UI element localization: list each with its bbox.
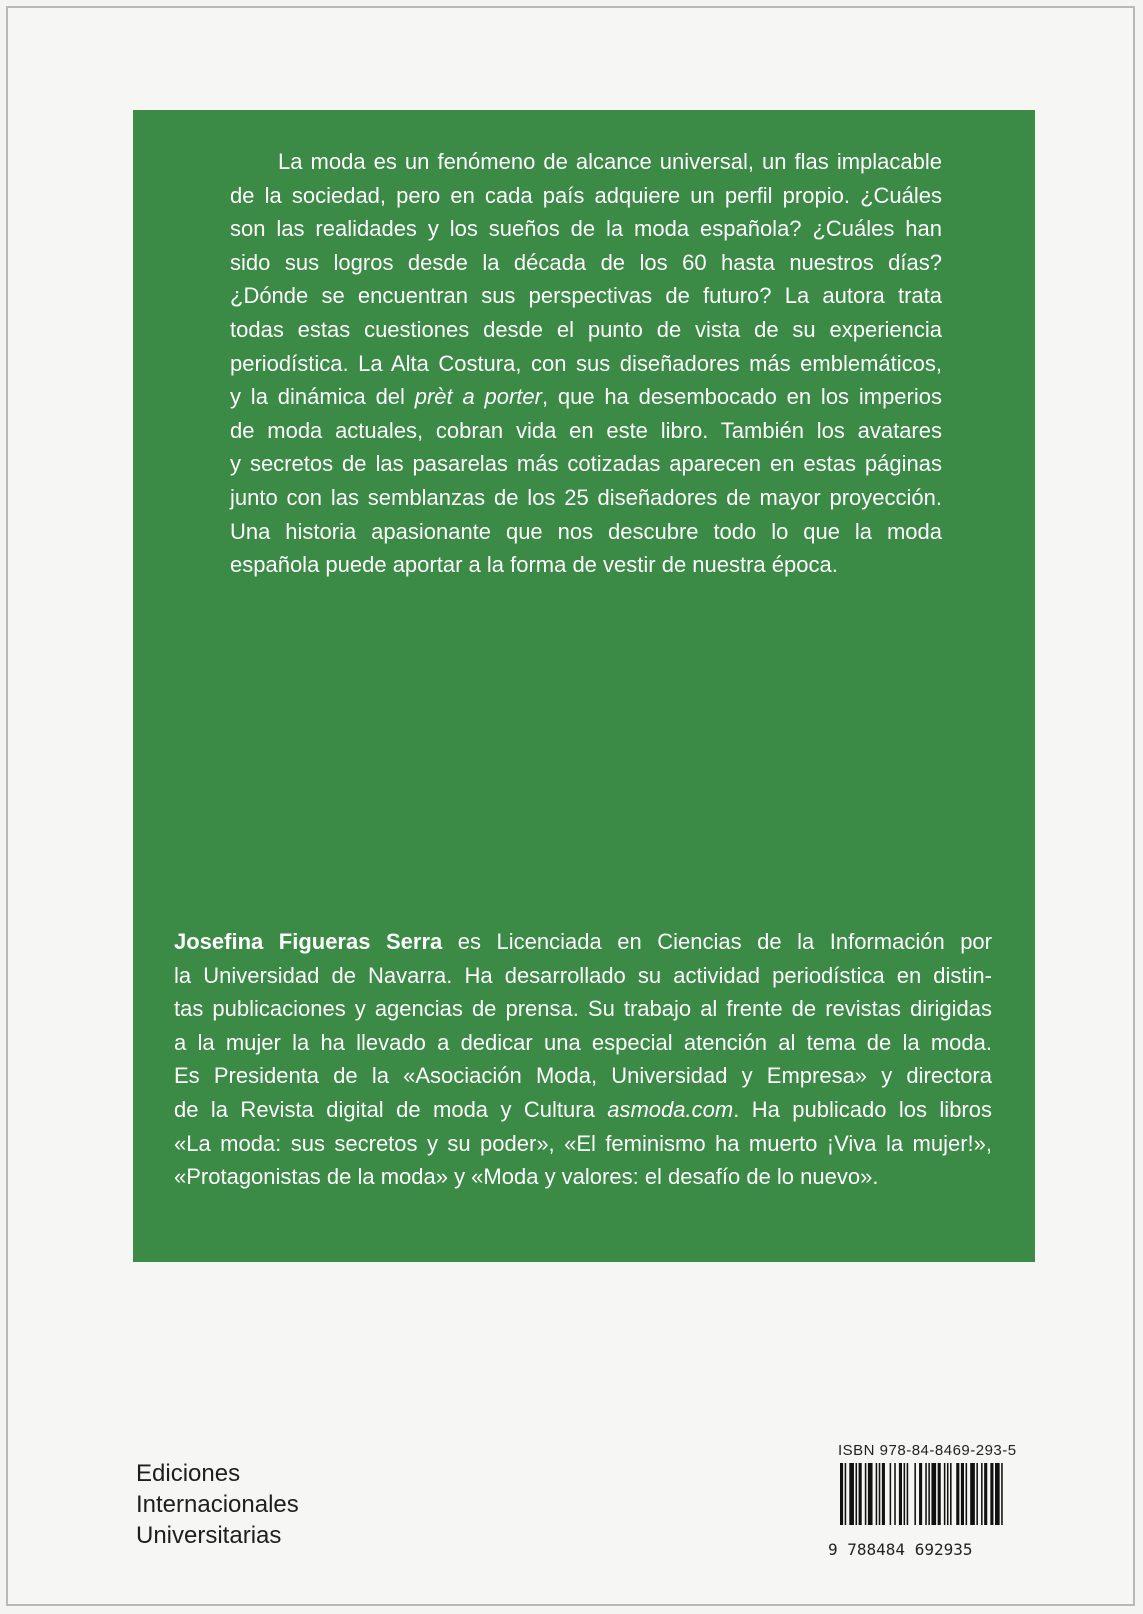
barcode-bar <box>947 1463 949 1525</box>
barcode-bar <box>950 1463 952 1525</box>
author-name: Josefina Figueras Serra <box>174 929 443 954</box>
bio-text: de la Revista digital de moda y Cultura <box>174 1096 608 1122</box>
barcode-bar <box>956 1463 959 1525</box>
bio-line-mixed <box>174 1093 992 1127</box>
barcode-bar <box>904 1463 906 1525</box>
barcode-bar <box>907 1463 909 1525</box>
barcode-bar <box>868 1463 873 1525</box>
barcode-bar <box>894 1463 896 1525</box>
barcode-bar <box>928 1463 930 1525</box>
isbn-barcode-block <box>828 1442 1017 1559</box>
barcode-bar <box>849 1463 854 1525</box>
synopsis-paragraph <box>230 145 942 582</box>
barcode-bar <box>1001 1463 1003 1525</box>
bio-line: tas publicaciones y agencias de prensa. Su trabajo al frente de revistas dirigidas <box>174 996 992 1022</box>
synopsis-italic-term: prèt a porter <box>414 384 542 410</box>
barcode-bar <box>931 1463 936 1525</box>
publisher-line: Ediciones <box>136 1460 241 1487</box>
barcode-bar <box>859 1463 862 1525</box>
barcode-bar <box>984 1463 987 1525</box>
synopsis-line: española puede aportar a la forma de vestir de nuestra época. <box>230 552 838 578</box>
author-bio <box>174 925 992 1194</box>
barcode-bar <box>970 1463 975 1525</box>
publisher-name <box>136 1458 299 1551</box>
barcode-bar <box>856 1463 858 1525</box>
barcode-bar <box>840 1463 843 1525</box>
synopsis-line: periodística. La Alta Costura, con sus diseñadores más emblemáticos, <box>230 350 942 376</box>
synopsis-line: La moda es un fenómeno de alcance universal, un flas implacable <box>278 149 942 174</box>
synopsis-line-mixed <box>230 380 942 414</box>
synopsis-line: junto con las semblanzas de los 25 diseñadores de mayor proyección. <box>230 484 942 510</box>
website-name: asmoda.com <box>607 1096 734 1122</box>
bio-line: a la mujer la ha llevado a dedicar una especial atención al tema de la moda. <box>174 1029 992 1055</box>
synopsis-line: son las realidades y los sueños de la moda española? ¿Cuáles han <box>230 216 942 242</box>
barcode-icon <box>828 1463 1008 1533</box>
synopsis-line: Una historia apasionante que nos descubre todo lo que la moda <box>230 518 942 544</box>
barcode-bar <box>966 1463 968 1525</box>
synopsis-line: sido sus logros desde la década de los 60 hasta nuestros días? <box>230 249 942 275</box>
synopsis-line: de la sociedad, pero en cada país adquiere un perfil propio. ¿Cuáles <box>230 182 942 208</box>
bio-text: . Ha publicado los libros <box>733 1096 992 1122</box>
synopsis-line: ¿Dónde se encuentran sus perspectivas de futuro? La autora trata <box>230 283 942 309</box>
synopsis-line: de moda actuales, cobran vida en este libro. También los avatares <box>230 417 942 443</box>
bio-text: es Licenciada en Ciencias de la Información por <box>442 929 992 954</box>
barcode-bar <box>944 1463 946 1525</box>
barcode-bar <box>938 1463 941 1525</box>
barcode-bar <box>879 1463 881 1525</box>
publisher-line: Internacionales <box>136 1491 299 1518</box>
bio-line-mixed <box>174 925 992 959</box>
synopsis-line: y secretos de las pasarelas más cotizadas aparecen en estas páginas <box>230 451 942 477</box>
barcode-bar <box>890 1463 892 1525</box>
barcode-bar <box>882 1463 885 1525</box>
bio-line: «La moda: sus secretos y su poder», «El feminismo ha muerto ¡Viva la mujer!», <box>174 1130 992 1156</box>
bio-line: «Protagonistas de la moda» y «Moda y valores: el desafío de lo nuevo». <box>174 1164 879 1190</box>
barcode-digits: 9 788484 692935 <box>828 1540 973 1559</box>
barcode-bar <box>899 1463 902 1525</box>
barcode-bar <box>990 1463 993 1525</box>
barcode-bar <box>919 1463 922 1525</box>
bio-line: Es Presidenta de la «Asociación Moda, Universidad y Empresa» y directora <box>174 1063 992 1089</box>
barcode-bar <box>995 1463 1000 1525</box>
barcode-bar <box>876 1463 878 1525</box>
synopsis-text: , que ha desembocado en los imperios <box>541 384 942 410</box>
synopsis-text: y la dinámica del <box>230 384 415 410</box>
barcode-bar <box>961 1463 964 1525</box>
publisher-line: Universitarias <box>136 1522 282 1549</box>
synopsis-line: todas estas cuestiones desde el punto de vista de su experiencia <box>230 316 942 342</box>
barcode-bar <box>914 1463 916 1525</box>
barcode-bar <box>976 1463 978 1525</box>
barcode-bar <box>865 1463 867 1525</box>
barcode-bar <box>845 1463 847 1525</box>
isbn-label: ISBN 978-84-8469-293-5 <box>838 1442 1017 1459</box>
barcode-bar <box>925 1463 927 1525</box>
barcode-bar <box>981 1463 983 1525</box>
bio-line: la Universidad de Navarra. Ha desarrollado su actividad periodística en distin- <box>174 962 992 988</box>
